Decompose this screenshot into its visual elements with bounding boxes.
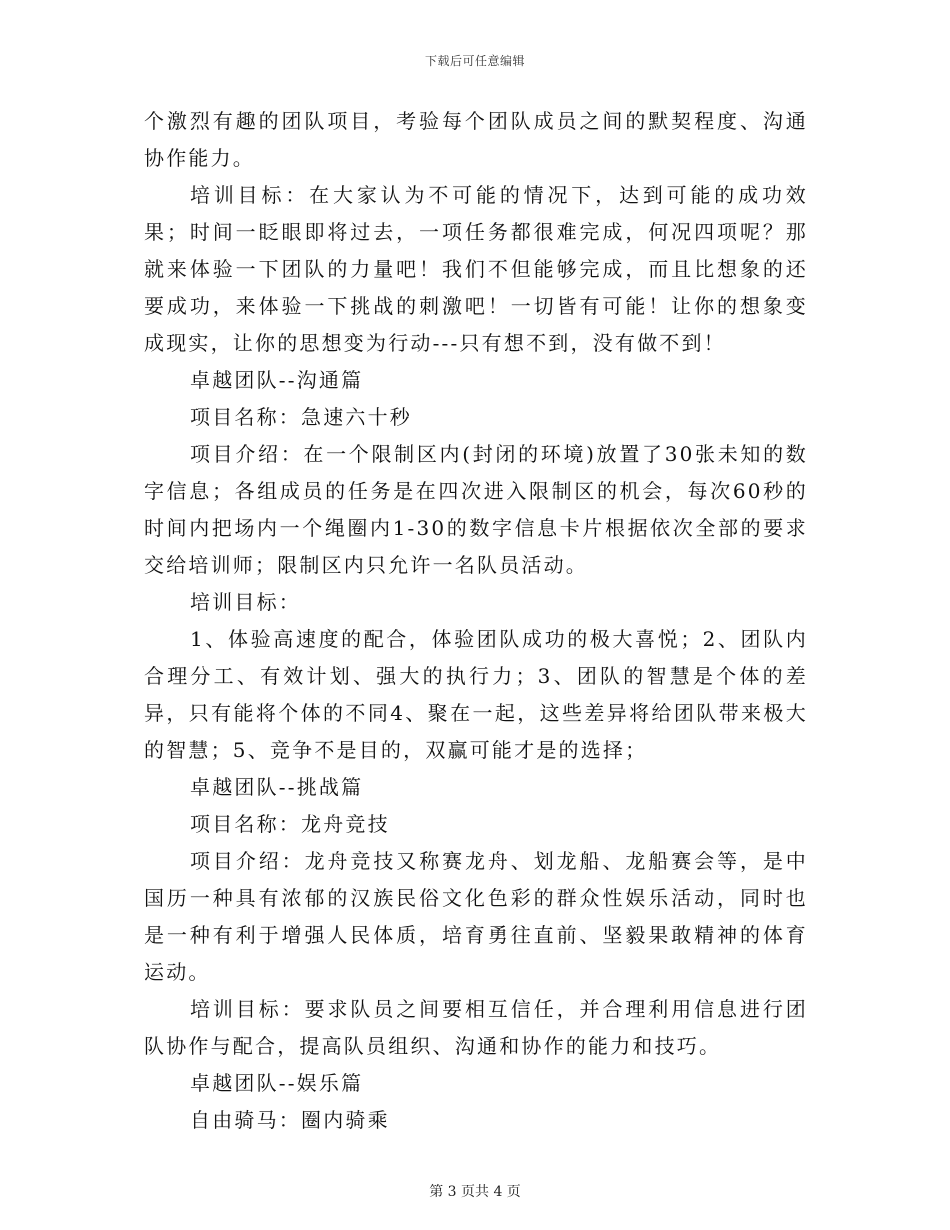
- paragraph: 项目名称：龙舟竞技: [190, 812, 390, 836]
- page-footer: 第 3 页共 4 页: [429, 1184, 521, 1200]
- paragraph: 项目介绍：龙舟竞技又称赛龙舟、划龙船、龙船赛会等，是中国历一种具有浓郁的汉族民俗文化色彩的群众性娱乐活动，同时也是一种有利于增强人民体质，培育勇往直前、坚毅果敢精神的体育运动。: [144, 849, 808, 984]
- page-header: 下载后可任意编辑: [424, 54, 525, 68]
- document-body: [144, 103, 808, 1139]
- paragraph: 个激烈有趣的团队项目，考验每个团队成员之间的默契程度、沟通协作能力。: [144, 109, 808, 170]
- paragraph: 项目介绍：在一个限制区内(封闭的环境)放置了30张未知的数字信息；各组成员的任务是在四次进入限制区的机会，每次60秒的时间内把场内一个绳圈内1-30的数字信息卡片根据依次全部的要求交给培训师；限制区内只允许一名队员活动。: [144, 442, 808, 577]
- section-heading: 卓越团队--娱乐篇: [190, 1071, 364, 1095]
- paragraph: 培训目标：: [190, 590, 301, 614]
- section-heading: 卓越团队--沟通篇: [190, 368, 364, 392]
- paragraph: 培训目标：在大家认为不可能的情况下，达到可能的成功效果；时间一眨眼即将过去，一项任务都很难完成，何况四项呢？那就来体验一下团队的力量吧！我们不但能够完成，而且比想象的还要成功，来体验一下挑战的刺激吧！一切皆有可能！让你的想象变成现实，让你的思想变为行动---只有想不到，没有做不到！: [144, 183, 808, 355]
- paragraph: 1、体验高速度的配合，体验团队成功的极大喜悦；2、团队内合理分工、有效计划、强大的执行力；3、团队的智慧是个体的差异，只有能将个体的不同4、聚在一起，这些差异将给团队带来极大的智慧；5、竞争不是目的，双赢可能才是的选择；: [144, 627, 808, 762]
- paragraph: 培训目标：要求队员之间要相互信任，并合理利用信息进行团队协作与配合，提高队员组织、沟通和协作的能力和技巧。: [144, 997, 808, 1058]
- paragraph: 项目名称：急速六十秒: [190, 405, 412, 429]
- paragraph: 自由骑马：圈内骑乘: [190, 1108, 390, 1132]
- section-heading: 卓越团队--挑战篇: [190, 775, 364, 799]
